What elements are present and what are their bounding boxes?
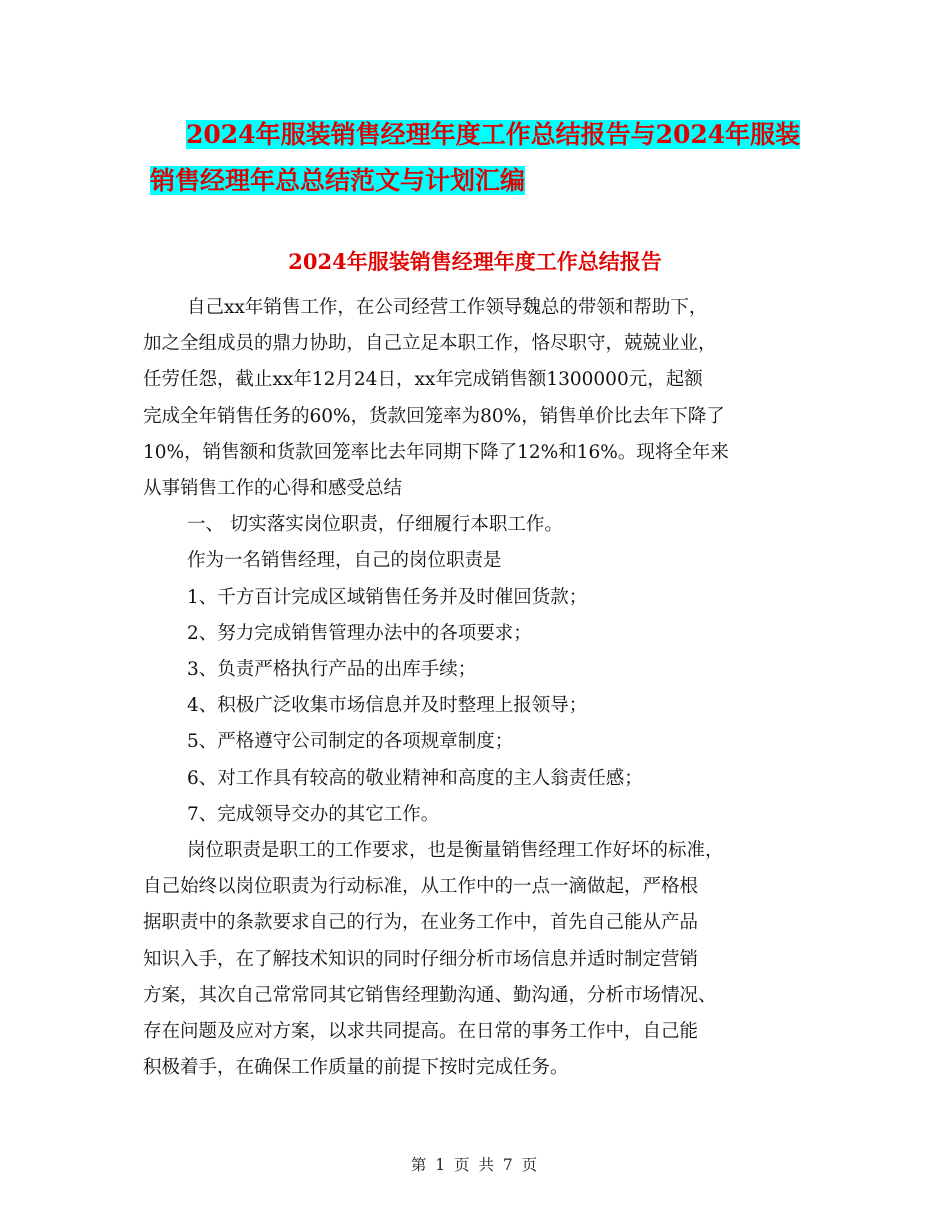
body-line: 据职责中的条款要求自己的行为，在业务工作中，首先自己能从产品 [143,912,699,934]
title-line-2-text: 销售经理年总总结范文与计划汇编 [150,166,526,195]
body-line: 5、严格遵守公司制定的各项规章制度； [187,731,514,753]
body-line: 自己始终以岗位职责为行动标准，从工作中的一点一滴做起，严格根 [143,876,699,898]
body-line: 10%，销售额和货款回笼率比去年同期下降了12%和16%。现将全年来 [143,441,729,463]
title-line-2 [150,158,830,204]
body-line: 6、对工作具有较高的敬业精神和高度的主人翁责任感； [187,767,643,789]
body-line: 1、千方百计完成区域销售任务并及时催回货款； [187,586,588,608]
body-line: 一、 切实落实岗位职责，仔细履行本职工作。 [187,514,563,536]
page-footer: 第 1 页 共 7 页 [410,1156,540,1174]
body-line: 2、努力完成销售管理办法中的各项要求； [187,622,532,644]
body-line: 积极着手，在确保工作质量的前提下按时完成任务。 [143,1057,569,1079]
body-line: 4、积极广泛收集市场信息并及时整理上报领导； [187,695,588,717]
title-line-1 [150,112,830,158]
body-line: 3、负责严格执行产品的出库手续； [187,659,477,681]
body-line: 任劳任怨，截止xx年12月24日，xx年完成销售额1300000元，起额 [143,369,703,391]
body-line: 加之全组成员的鼎力协助，自己立足本职工作，恪尽职守，兢兢业业， [143,333,717,355]
body-line: 存在问题及应对方案，以求共同提高。在日常的事务工作中，自己能 [143,1021,699,1043]
body-line: 岗位职责是职工的工作要求，也是衡量销售经理工作好坏的标准， [187,840,724,862]
body-line: 自己xx年销售工作，在公司经营工作领导魏总的带领和帮助下， [187,297,708,318]
body-text [143,290,808,1086]
body-line: 作为一名销售经理，自己的岗位职责是 [187,550,502,572]
title-line-1-text: 2024年服装销售经理年度工作总结报告与2024年服装 [186,120,801,149]
body-line: 从事销售工作的心得和感受总结 [143,478,403,500]
body-line: 知识入手，在了解技术知识的同时仔细分析市场信息并适时制定营销 [143,948,699,970]
section-title: 2024年服装销售经理年度工作总结报告 [288,249,662,274]
body-line: 方案，其次自己常常同其它销售经理勤沟通、勤沟通，分析市场情况、 [143,984,717,1006]
body-line: 完成全年销售任务的60%，货款回笼率为80%，销售单价比去年下降了 [143,405,725,427]
document-title [150,112,830,204]
body-line: 7、完成领导交办的其它工作。 [187,803,440,825]
